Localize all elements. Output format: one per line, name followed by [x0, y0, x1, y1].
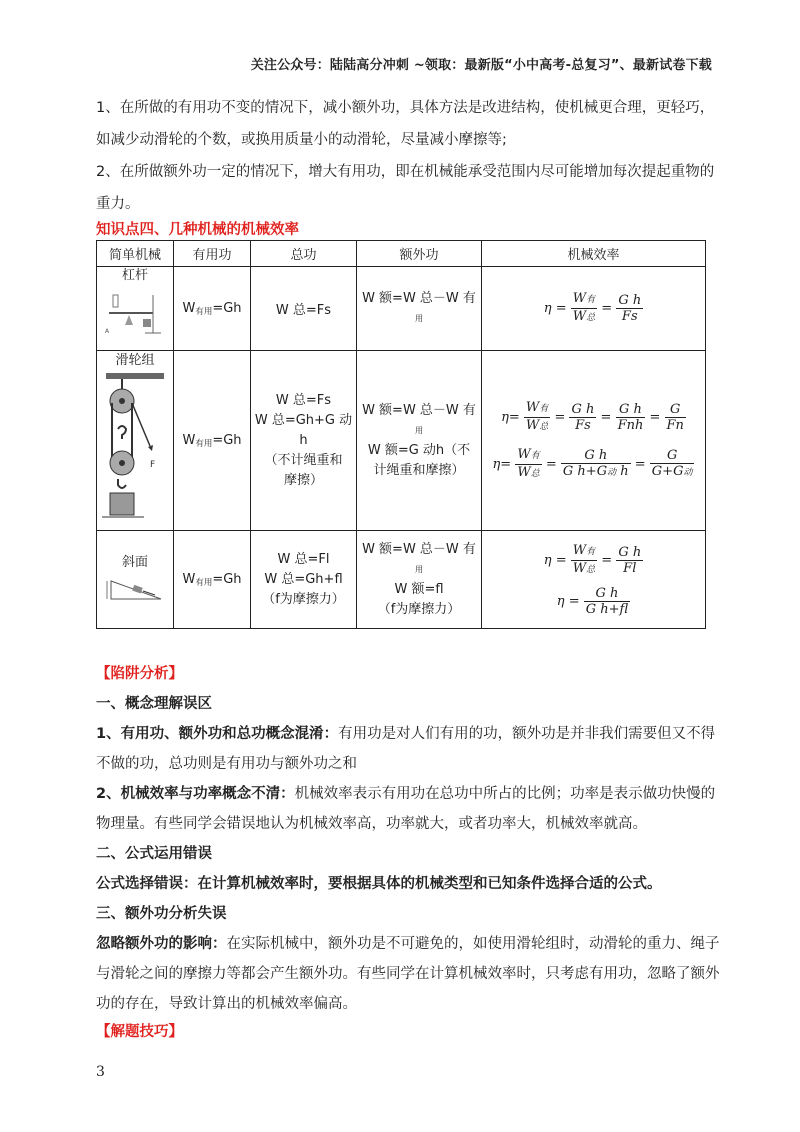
table-row — [97, 267, 706, 351]
page-number: 3 — [96, 1064, 105, 1080]
table-header-row — [97, 241, 706, 267]
pulley-total: W 总=Fs W 总=Gh+G 动h （不计绳重和 摩擦） — [251, 351, 357, 531]
th-extra: 额外功 — [357, 241, 482, 267]
trap-sec3: 三、额外功分析失误 — [96, 906, 227, 922]
efficiency-table — [96, 240, 706, 629]
intro-p2-line2: 重力。 — [96, 196, 140, 212]
section4-title: 知识点四、几种机械的机械效率 — [96, 222, 299, 238]
trap-item1-line2: 不做的功，总功则是有用功与额外功之和 — [96, 756, 357, 772]
lever-efficiency: η = $\frac{\text{W有}}{\text{W总}}$ = $\frac{\text{G h}}{Fs}$ — [482, 267, 706, 351]
lever-extra: W 额=W 总－W 有 用 — [357, 267, 482, 351]
trap-item4-line3: 功的存在，导致计算出的机械效率偏高。 — [96, 996, 357, 1012]
table-row — [97, 351, 706, 531]
th-machine: 简单机械 — [97, 241, 174, 267]
intro-p2-line1: 2、在所做额外功一定的情况下，增大有用功，即在机械能承受范围内尽可能增加每次提起重物的 — [96, 164, 715, 180]
trap-item1-line1: 1、有用功、额外功和总功概念混淆：有用功是对人们有用的功，额外功是并非我们需要但又不得 — [96, 726, 716, 742]
trap-item4-line2: 与滑轮之间的摩擦力等都会产生额外功。有些同学在计算机械效率时，只考虑有用功，忽略了额外 — [96, 966, 720, 982]
intro-p1-line1: 1、在所做的有用功不变的情况下，减小额外功，具体方法是改进结构，使机械更合理，更轻巧， — [96, 100, 715, 116]
cell-lever — [97, 267, 174, 351]
trap-title: 【陷阱分析】 — [96, 666, 183, 682]
incline-useful: $W_{有用}=Gh$ — [174, 531, 251, 629]
pulley-force-label: F — [150, 460, 156, 470]
incline-total: W 总=Fl W 总=Gh+fl （f为摩擦力） — [251, 531, 357, 629]
cell-incline — [97, 531, 174, 629]
pulley-useful: $W_{有用}=Gh$ — [174, 351, 251, 531]
svg-text:A: A — [105, 328, 110, 335]
pulley-efficiency: η= $\frac{\text{W有}}{\text{W总}}$ = $\frac{\text{G h}}{Fs}$ = $\frac{\text{G h}}{\text{Fnh}}$ = $\frac{G}{Fn}$ η= $\frac{\text{W有}}{\text{W总}}$ = $\frac{\text{G h}}{\text{G h+G动 h}}$ = $\frac{G}{\text{G+G动}}$ — [482, 351, 706, 531]
th-efficiency: 机械效率 — [482, 241, 706, 267]
lever-label: 杠杆 — [121, 268, 148, 283]
th-total: 总功 — [251, 241, 357, 267]
tips-title: 【解题技巧】 — [96, 1024, 183, 1040]
lever-total: W 总=Fs — [251, 267, 357, 351]
th-useful: 有用功 — [174, 241, 251, 267]
incline-label: 斜面 — [121, 554, 148, 570]
trap-item3: 公式选择错误：在计算机械效率时，要根据具体的机械类型和已知条件选择合适的公式。 — [96, 876, 662, 892]
incline-efficiency: η = $\frac{\text{W有}}{\text{W总}}$ = $\frac{\text{G h}}{Fl}$ η = $\frac{\text{G h}}{\text{G h+fl}}$ — [482, 531, 706, 629]
pulley-label: 滑轮组 — [115, 353, 155, 368]
incline-extra: W 额=W 总－W 有 用 W 额=fl （f为摩擦力） — [357, 531, 482, 629]
pulley-diagram-icon — [100, 371, 170, 521]
pulley-extra: W 额=W 总－W 有 用 W 额=G 动h（不 计绳重和摩擦） — [357, 351, 482, 531]
trap-item4-line1: 忽略额外功的影响：在实际机械中，额外功是不可避免的，如使用滑轮组时，动滑轮的重力、绳子 — [96, 936, 720, 952]
trap-item2-line1: 2、机械效率与功率概念不清：机械效率表示有用功在总功中所占的比例；功率是表示做功快慢的 — [96, 786, 716, 802]
page-header: 关注公众号：陆陆高分冲刺 ~领取：最新版“小中高考-总复习”、最新试卷下载 — [250, 58, 712, 73]
trap-sec2: 二、公式运用错误 — [96, 846, 212, 862]
trap-item2-line2: 物理量。有些同学会错误地认为机械效率高，功率就大，或者功率大，机械效率就高。 — [96, 816, 647, 832]
cell-pulley — [97, 351, 174, 531]
incline-diagram-icon — [103, 573, 167, 603]
intro-p1-line2: 如减少动滑轮的个数，或换用质量小的动滑轮，尽量减小摩擦等; — [96, 132, 507, 148]
trap-sec1: 一、概念理解误区 — [96, 696, 212, 712]
lever-useful: $W_{有用}=Gh$ — [174, 267, 251, 351]
table-row — [97, 531, 706, 629]
lever-diagram-icon — [103, 285, 167, 337]
